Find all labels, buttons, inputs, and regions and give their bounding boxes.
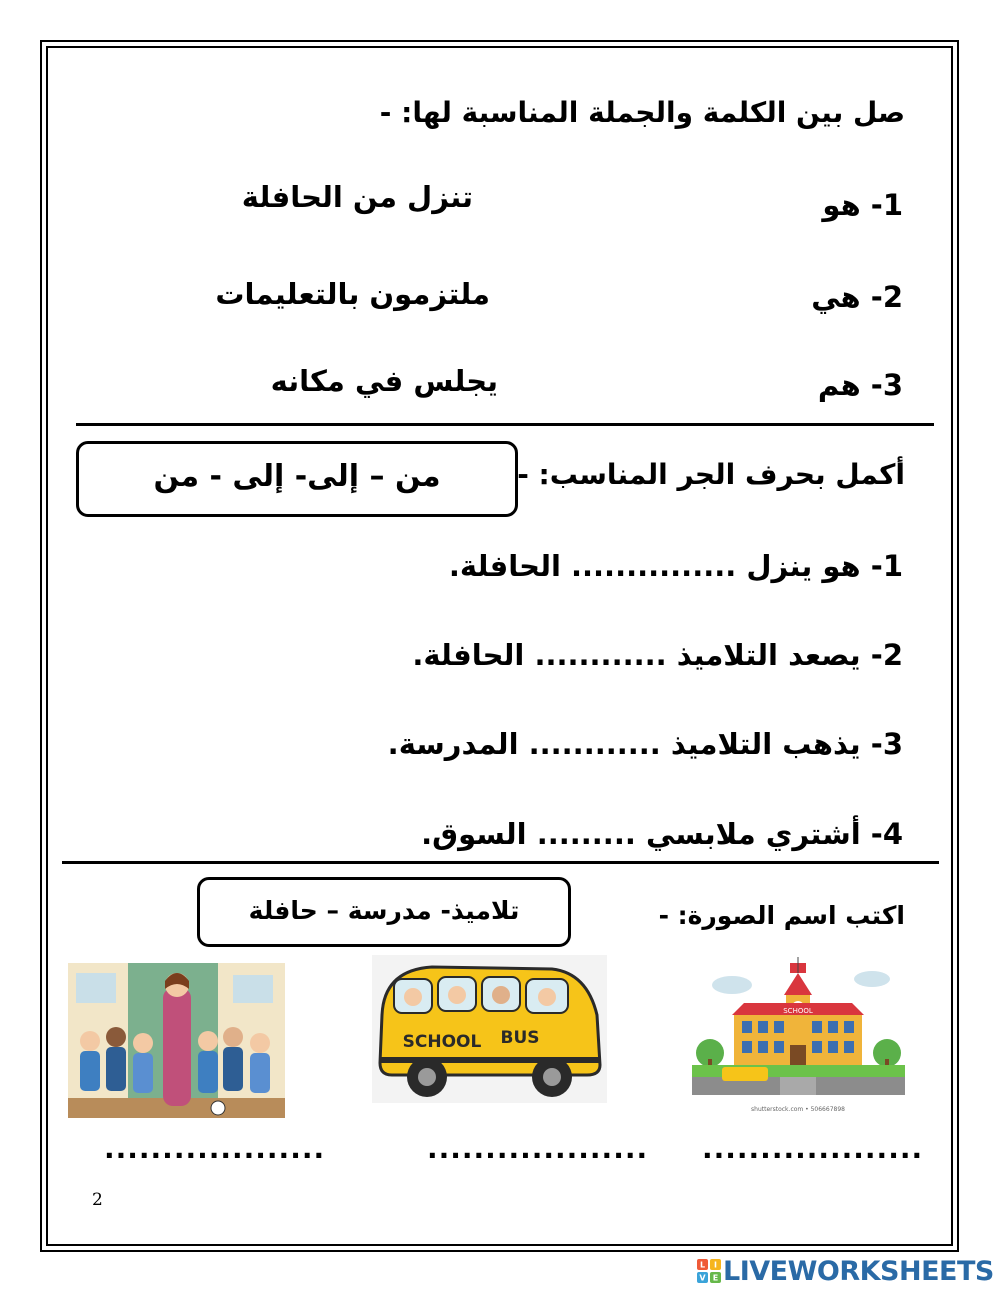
fill-item-1[interactable]: 1- هو ينزل ............... الحافلة. bbox=[448, 549, 903, 583]
section2-title: أكمل بحرف الجر المناسب: - bbox=[517, 458, 905, 491]
section-divider-1 bbox=[76, 423, 934, 426]
answer-blank-school[interactable]: ................... bbox=[702, 1132, 924, 1165]
school-sign: SCHOOL bbox=[783, 1007, 813, 1015]
answer-blank-bus[interactable]: ................... bbox=[427, 1132, 649, 1165]
students-picture bbox=[68, 963, 285, 1118]
liveworksheets-logo-icon bbox=[697, 1259, 721, 1283]
page-number: 2 bbox=[92, 1190, 103, 1210]
school-building-illustration bbox=[692, 955, 905, 1117]
liveworksheets-footer[interactable] bbox=[697, 1254, 994, 1288]
school-building-picture bbox=[692, 955, 905, 1117]
match-sentence-1[interactable]: تنزل من الحافلة bbox=[241, 180, 473, 214]
match-word-3[interactable]: 3- هم bbox=[817, 368, 903, 402]
school-bus-picture bbox=[372, 955, 607, 1103]
liveworksheets-brand: LIVEWORKSHEETS bbox=[723, 1255, 994, 1287]
image-credit: shutterstock.com • 506667898 bbox=[751, 1106, 845, 1113]
school-bus-illustration bbox=[372, 955, 607, 1103]
match-sentence-2[interactable]: ملتزمون بالتعليمات bbox=[215, 277, 490, 311]
logo-letter-1: L bbox=[699, 1260, 706, 1270]
match-sentence-3[interactable]: يجلس في مكانه bbox=[270, 364, 498, 398]
match-word-1[interactable]: 1- هو bbox=[822, 188, 903, 222]
logo-letter-4: E bbox=[712, 1273, 719, 1283]
bus-sign-right: BUS bbox=[500, 1028, 540, 1048]
section-divider-2 bbox=[62, 861, 939, 864]
section2-word-bank: من – إلى- إلى - من bbox=[76, 441, 518, 517]
section1-title: صل بين الكلمة والجملة المناسبة لها: - bbox=[379, 96, 905, 129]
students-illustration bbox=[68, 963, 285, 1118]
fill-item-3[interactable]: 3- يذهب التلاميذ ............ المدرسة. bbox=[387, 727, 903, 761]
section3-title: اكتب اسم الصورة: - bbox=[658, 901, 905, 930]
section3-word-bank: تلاميذ- مدرسة – حافلة bbox=[197, 877, 571, 947]
logo-letter-3: V bbox=[699, 1273, 706, 1283]
fill-item-2[interactable]: 2- يصعد التلاميذ ............ الحافلة. bbox=[412, 638, 903, 672]
fill-item-4[interactable]: 4- أشتري ملابسي ......... السوق. bbox=[421, 817, 903, 851]
answer-blank-students[interactable]: ................... bbox=[104, 1132, 326, 1165]
bus-sign-left: SCHOOL bbox=[402, 1032, 482, 1052]
match-word-2[interactable]: 2- هي bbox=[811, 280, 903, 314]
logo-letter-2: I bbox=[714, 1260, 717, 1270]
